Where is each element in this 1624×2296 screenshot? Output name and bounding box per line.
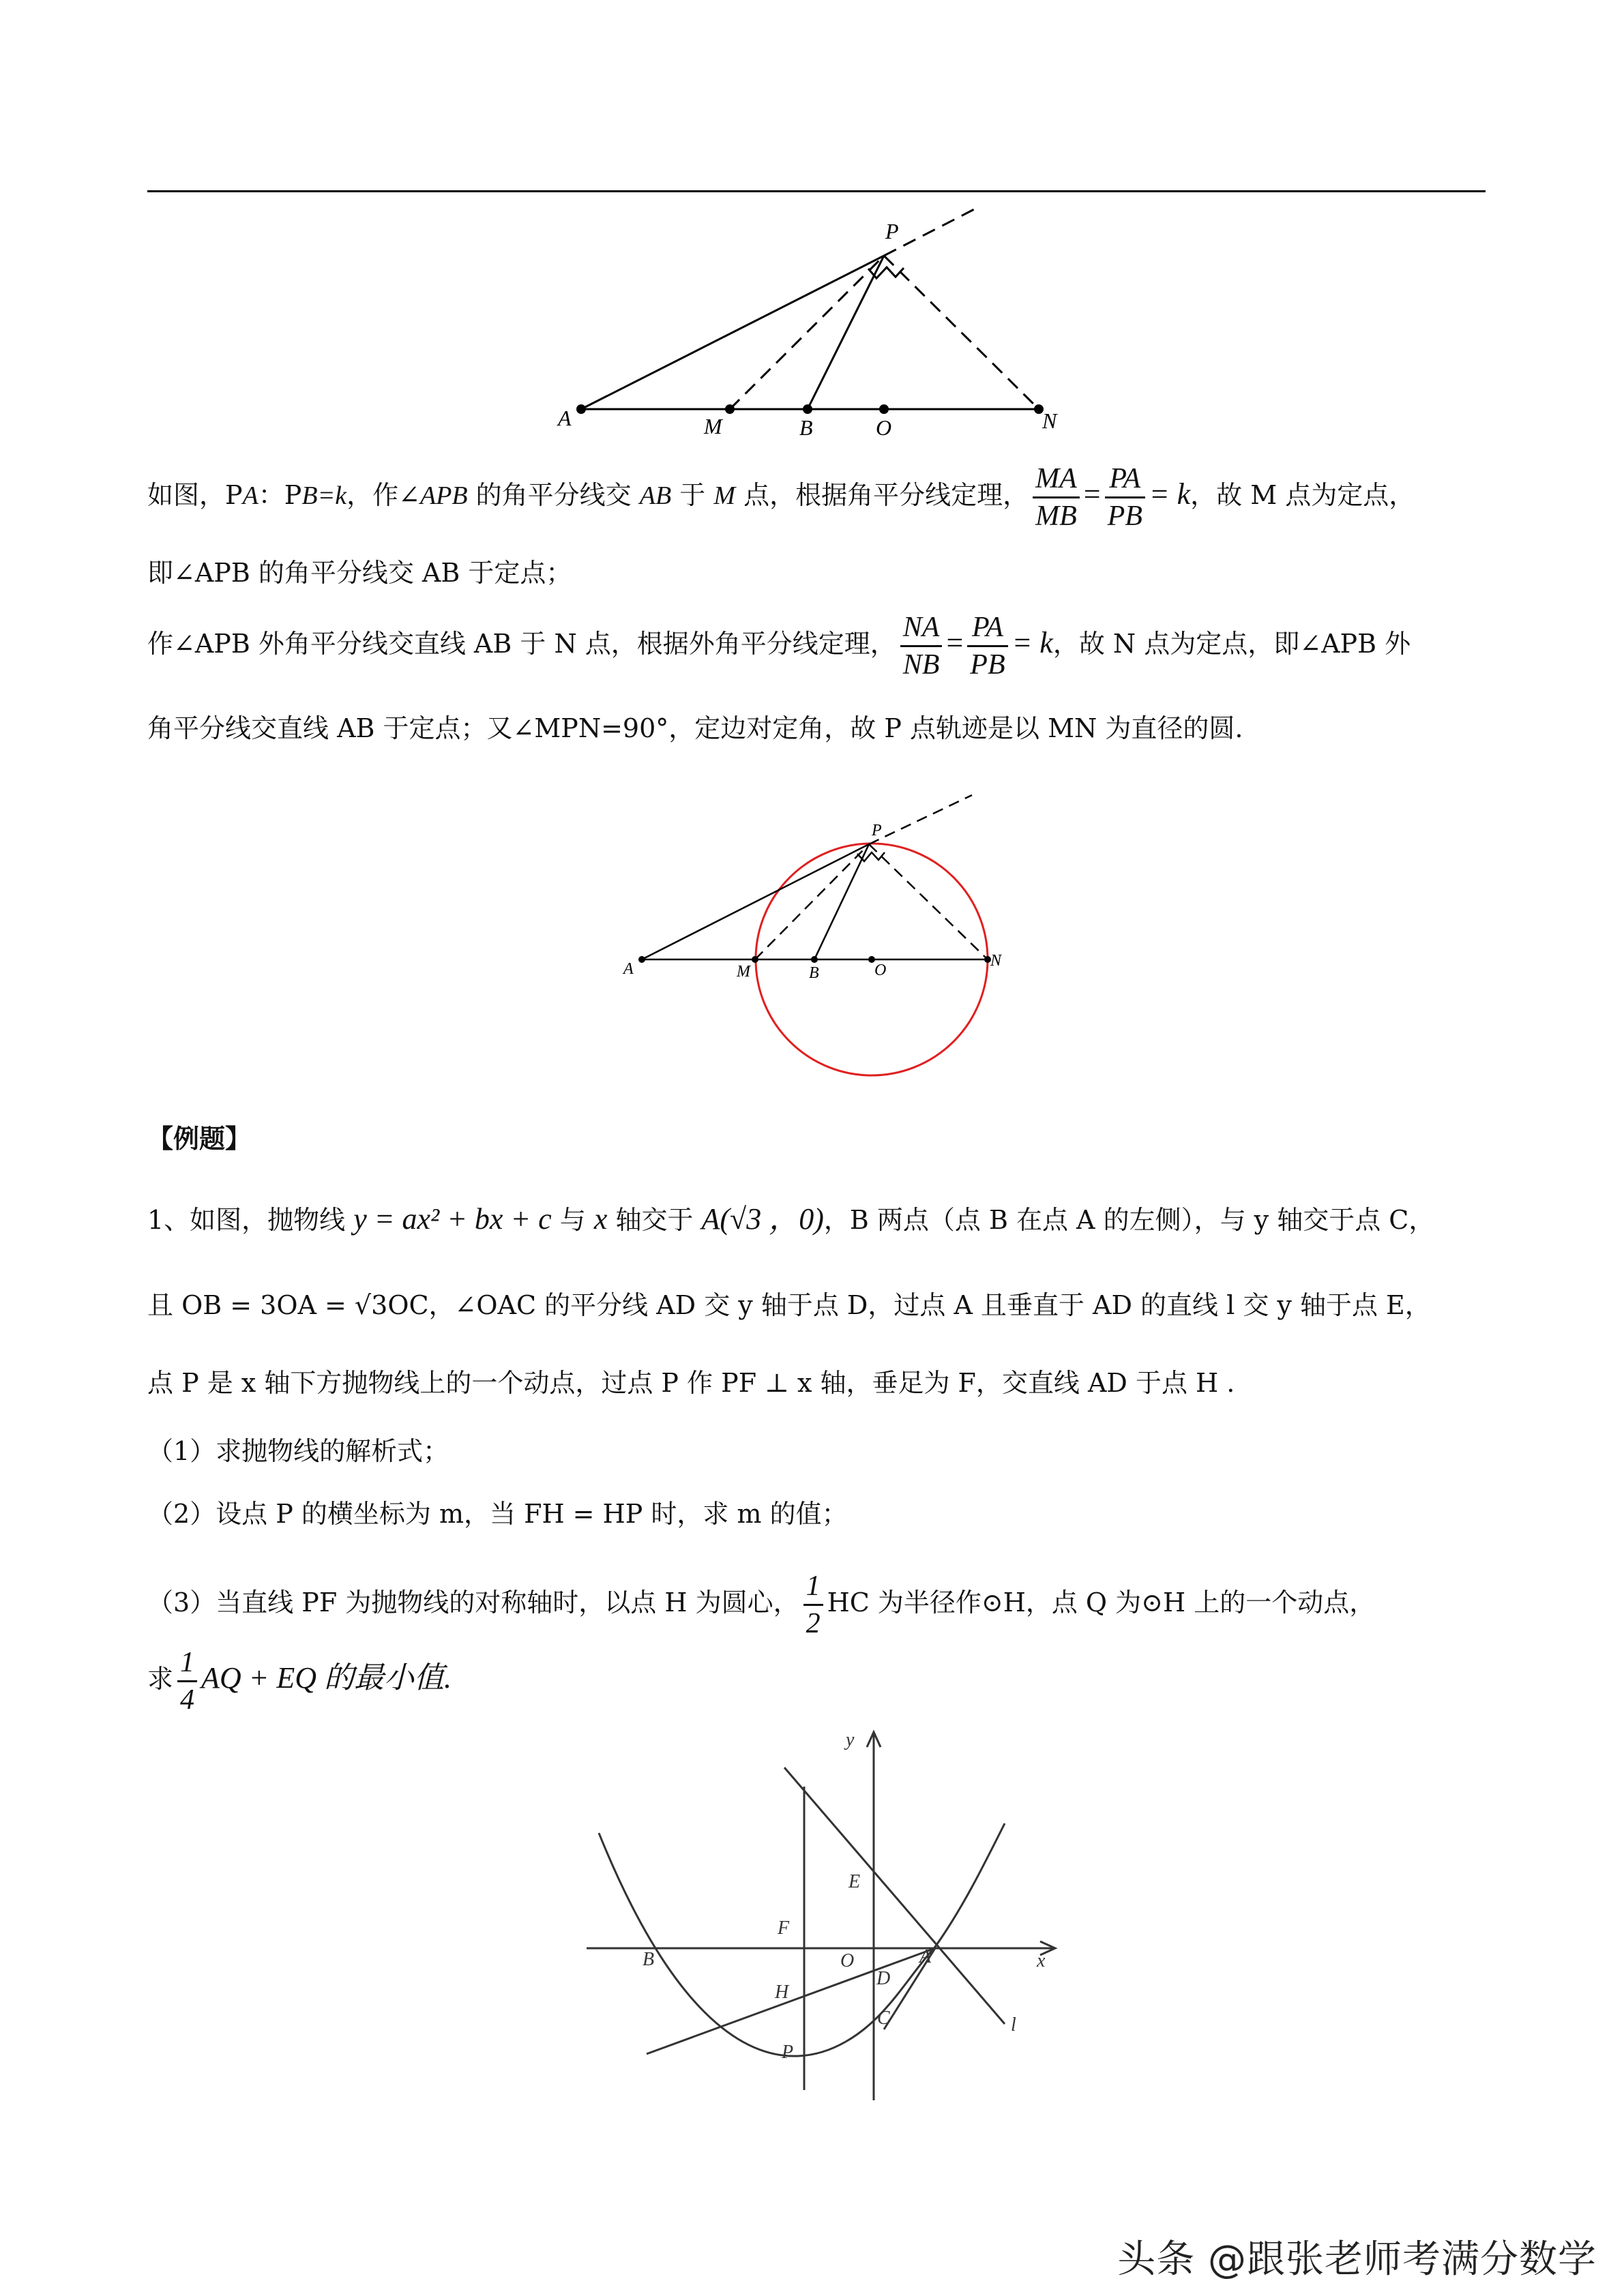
frac-num: NA xyxy=(900,610,943,647)
fraction-NA-NB xyxy=(900,610,943,683)
theorem-line-2: 即∠APB 的角平分线交 AB 于定点； xyxy=(147,558,572,588)
text: M xyxy=(713,481,736,510)
frac-den: MB xyxy=(1035,501,1077,532)
frac-num: 1 xyxy=(177,1645,197,1682)
frac-den: PB xyxy=(1107,501,1142,532)
text: ：P xyxy=(258,480,302,510)
text: ，B 两点（点 B 在点 A 的左侧），与 y 轴交于点 C， xyxy=(823,1205,1435,1235)
text: ，故 M 点为定点， xyxy=(1190,480,1415,510)
fraction-MA-MB xyxy=(1033,461,1080,534)
label-O: O xyxy=(876,415,892,440)
frac-den: PB xyxy=(970,649,1005,681)
question-line-2: 且 OB = 3OA = √3OC，∠OAC 的平分线 AD 交 y 轴于点 D，过点 A 且垂直于 AD 的直线 l 交 y 轴于点 E， xyxy=(147,1290,1431,1320)
label-P: P xyxy=(782,2042,794,2063)
example-heading: 【例题】 xyxy=(147,1124,252,1154)
label-B: B xyxy=(809,964,819,982)
part-3-line-1 xyxy=(147,1568,1375,1641)
frac-num: PA xyxy=(1105,461,1145,498)
text: AQ + EQ 的最小值. xyxy=(201,1661,452,1695)
label-O: O xyxy=(840,1950,855,1971)
label-N: N xyxy=(990,952,1002,970)
text: 与 xyxy=(551,1205,594,1235)
label-l: l xyxy=(1011,2014,1016,2036)
text: APB xyxy=(419,481,468,510)
label-O: O xyxy=(874,961,887,979)
text: 轴交于 xyxy=(607,1205,702,1235)
label-A: A xyxy=(919,1946,932,1967)
label-E: E xyxy=(848,1871,861,1892)
figure-parabola xyxy=(0,1705,1624,2128)
theorem-line-4: 角平分线交直线 AB 于定点；又∠MPN=90°，定边对定角，故 P 点轨迹是以 MN 为直径的圆. xyxy=(147,713,1243,743)
label-M: M xyxy=(704,414,722,438)
theorem-line-1: 如图，PA：PB=k，作∠APB 的角平分线交 AB 于 M 点，根据角平分线定理， $\frac{MA}{MB}$ = $\frac{PA}{PB}$ = k，故 M 点为定点， xyxy=(147,461,1415,534)
figure-circle-locus xyxy=(0,750,1624,1105)
label-B: B xyxy=(799,415,813,440)
label-C: C xyxy=(877,2008,890,2029)
equals-k: = k xyxy=(1149,477,1191,511)
frac-num: 1 xyxy=(803,1568,823,1606)
label-y: y xyxy=(846,1729,855,1750)
frac-den: 4 xyxy=(180,1684,195,1716)
text: 1、如图，抛物线 xyxy=(147,1205,354,1235)
parabola-equation: y = ax² + bx + c xyxy=(353,1202,552,1236)
part-2: （2）设点 P 的横坐标为 m，当 FH = HP 时，求 m 的值； xyxy=(147,1499,848,1529)
label-M: M xyxy=(737,963,750,981)
label-x: x xyxy=(1037,1950,1046,1971)
part-1: （1）求抛物线的解析式； xyxy=(147,1436,449,1466)
label-A: A xyxy=(558,406,572,430)
label-D: D xyxy=(876,1968,891,1989)
label-B: B xyxy=(643,1949,655,1970)
text: A xyxy=(242,481,259,510)
frac-den: 2 xyxy=(806,1608,821,1639)
text: 的角平分线交 xyxy=(467,480,640,510)
text: ，作∠ xyxy=(346,480,420,510)
text: 求 xyxy=(147,1664,174,1694)
label-A: A xyxy=(623,960,634,978)
fraction-PA-PB xyxy=(1105,461,1145,534)
fraction-one-half xyxy=(803,1568,823,1641)
text: HC 为半径作⊙H，点 Q 为⊙H 上的一个动点， xyxy=(827,1587,1376,1617)
watermark: 头条 @跟张老师考满分数学 xyxy=(1117,2237,1597,2282)
text: AB xyxy=(639,481,672,510)
frac-num: PA xyxy=(967,610,1007,647)
text: 于 xyxy=(671,480,714,510)
figure-angle-bisector xyxy=(0,0,1624,477)
text: 如图，P xyxy=(147,480,243,510)
text: 作∠APB 外角平分线交直线 AB 于 N 点，根据外角平分线定理， xyxy=(147,629,896,659)
equals-k: = k xyxy=(1012,626,1053,659)
label-P: P xyxy=(872,822,882,839)
theorem-line-3: 作∠APB 外角平分线交直线 AB 于 N 点，根据外角平分线定理， $\frac{NA}{NB}$ = $\frac{PA}{PB}$ = k，故 N 点为定点，即∠APB 外 xyxy=(147,610,1411,683)
question-line-3: 点 P 是 x 轴下方抛物线上的一个动点，过点 P 作 PF ⊥ x 轴，垂足为 F，交直线 AD 于点 H . xyxy=(147,1368,1235,1398)
text: x xyxy=(593,1202,608,1236)
frac-den: NB xyxy=(902,649,940,681)
frac-num: MA xyxy=(1033,461,1080,498)
text: ，故 N 点为定点，即∠APB 外 xyxy=(1052,629,1411,659)
text: （3）当直线 PF 为抛物线的对称轴时，以点 H 为圆心， xyxy=(147,1587,799,1617)
text: B=k xyxy=(301,481,347,510)
question-line-1 xyxy=(147,1200,1434,1239)
label-H: H xyxy=(775,1982,789,2003)
text: 点，根据角平分线定理， xyxy=(735,480,1029,510)
label-P: P xyxy=(885,219,899,243)
label-F: F xyxy=(778,1918,790,1939)
label-N: N xyxy=(1042,408,1057,433)
point-A: A(√3 ，0) xyxy=(701,1202,824,1236)
fraction-PA-PB-2 xyxy=(967,610,1007,683)
